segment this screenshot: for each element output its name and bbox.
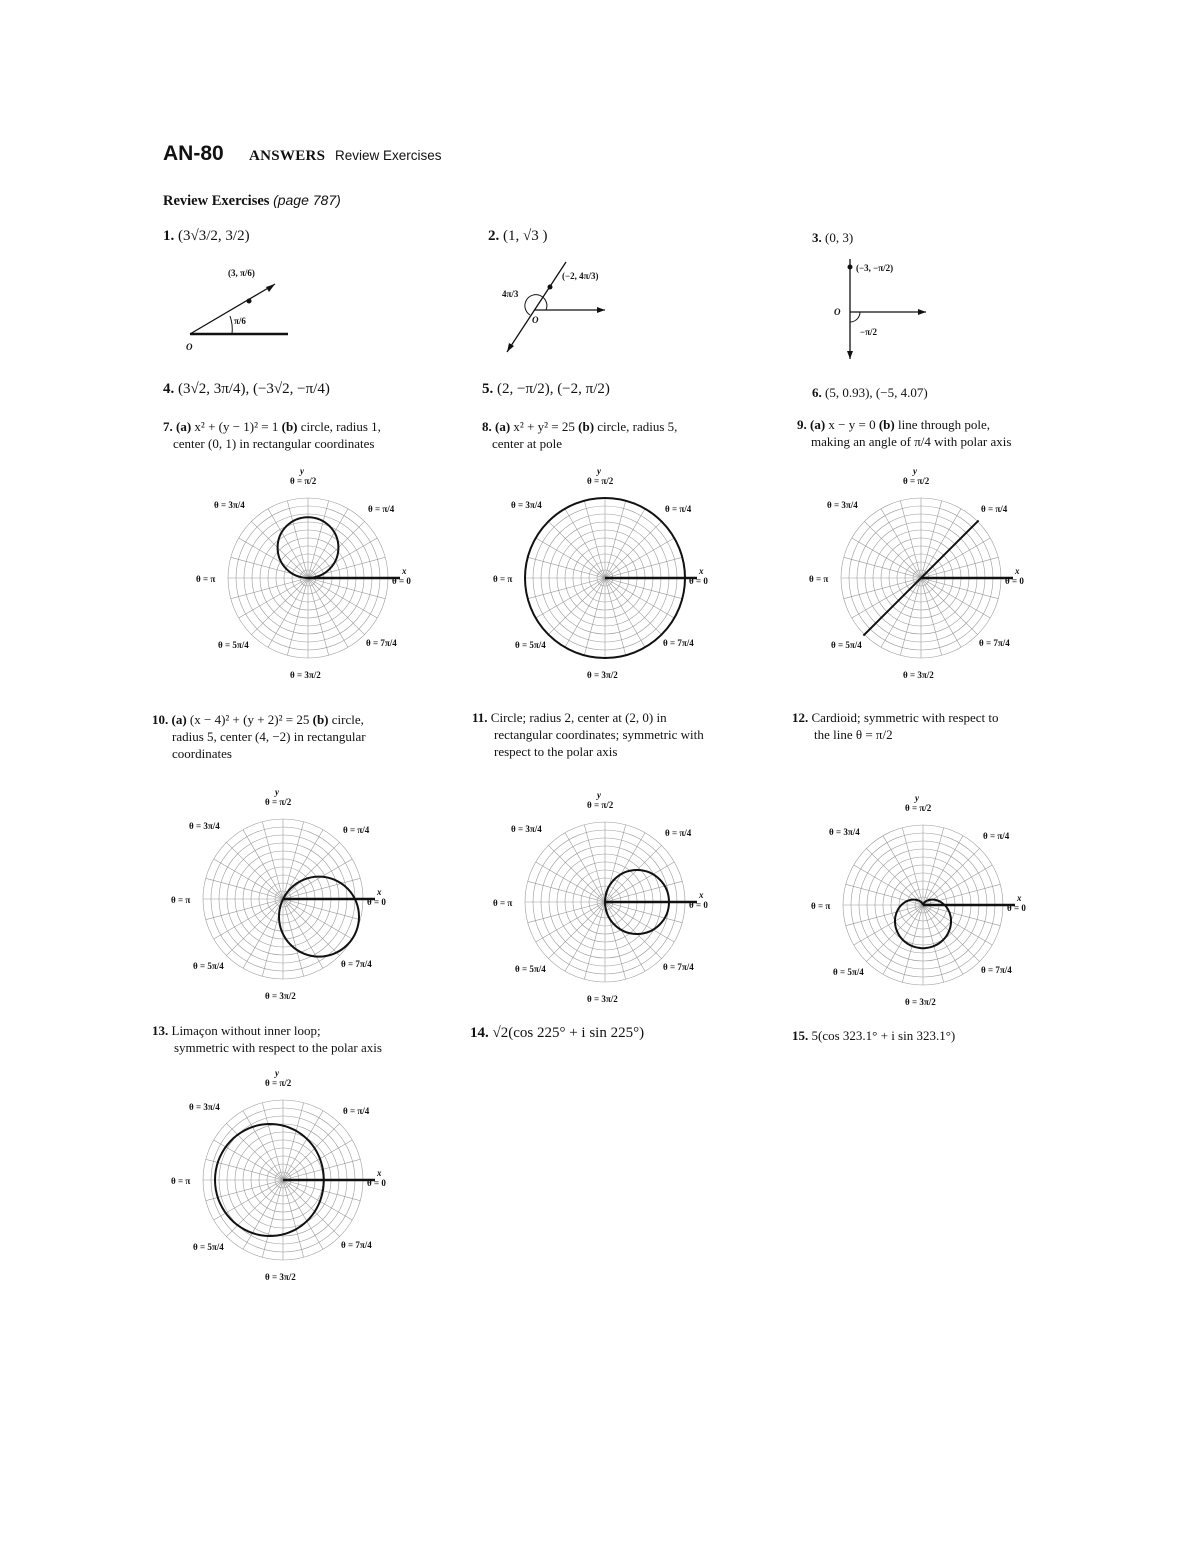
answer-text: 5(cos 323.1° + i sin 323.1°) [811,1028,956,1043]
fig3-origin-label: O [834,307,841,317]
header-title: ANSWERS [249,148,326,164]
grid-ray [287,578,308,655]
grid-ray [262,822,283,899]
angle-label-right: θ = 0 [392,576,411,586]
angle-label-down: θ = 3π/2 [587,670,618,680]
equation: x − y = 0 [828,417,876,432]
grid-ray [923,905,992,945]
angle-label-dr: θ = 7π/4 [341,959,372,969]
description-2: rectangular coordinates; symmetric with [494,727,704,742]
grid-ray [584,902,605,979]
grid-ray [308,578,377,618]
grid-ray [923,905,1000,926]
answer-1 [163,228,250,245]
angle-label-down: θ = 3π/2 [905,997,936,1007]
answer-number: 3. [812,230,822,245]
angle-label-down: θ = 3π/2 [265,991,296,1001]
fig2-origin-label: O [532,315,539,325]
angle-label-left: θ = π [811,901,831,911]
grid-ray [206,899,283,920]
figure-1 [180,262,300,372]
answer-10 [152,711,462,762]
grid-ray [605,902,674,942]
answer-2 [488,228,547,245]
angle-label-down: θ = 3π/2 [290,670,321,680]
angle-label-right: θ = 0 [1007,903,1026,913]
grid-ray [536,578,605,618]
figure-2 [500,257,620,357]
grid-ray [536,538,605,578]
y-axis-label: y [275,787,279,797]
grid-ray [565,902,605,971]
answer-number: 8. [482,419,492,434]
part-a-label: (a) [810,417,826,432]
grid-ray [565,509,605,578]
part-b-label: (b) [578,419,595,434]
description-2: making an angle of π/4 with polar axis [811,434,1012,449]
grid-ray [308,501,329,578]
grid-ray [243,1111,283,1180]
angle-label-right: θ = 0 [367,1178,386,1188]
angle-label-dl: θ = 5π/4 [193,1242,224,1252]
angle-label-ul: θ = 3π/4 [829,827,860,837]
angle-label-dr: θ = 7π/4 [663,962,694,972]
grid-ray [283,859,352,899]
grid-ray [206,878,283,899]
grid-ray [243,899,283,968]
answer-4 [163,381,330,398]
grid-ray [921,578,990,618]
grid-ray [881,509,921,578]
polar-graph-9 [809,462,1043,702]
grid-ray [605,578,626,655]
angle-label-right: θ = 0 [689,576,708,586]
angle-label-left: θ = π [171,1176,191,1186]
angle-label-left: θ = π [171,895,191,905]
part-b-label: (b) [878,417,895,432]
grid-ray [923,836,963,905]
description: circle, radius 5, [597,419,678,434]
grid-ray [605,902,645,971]
angle-label-up: θ = π/2 [290,476,317,486]
y-axis-label: y [913,466,917,476]
angle-label-dl: θ = 5π/4 [833,967,864,977]
grid-ray [283,1140,352,1180]
description: Limaçon without inner loop; [171,1023,321,1038]
angle-label-ur: θ = π/4 [665,504,692,514]
fig1-angle-label: π/6 [234,316,246,326]
description-2: the line θ = π/2 [814,727,893,742]
answer-13 [152,1022,472,1056]
x-axis-label: x [377,1168,382,1178]
angle-label-left: θ = π [809,574,829,584]
angle-label-dl: θ = 5π/4 [193,961,224,971]
polar-graph-7 [196,462,430,702]
fig2-point-label: (−2, 4π/3) [562,271,599,281]
grid-ray [214,1180,283,1220]
answer-14 [470,1025,644,1042]
grid-ray [536,902,605,942]
grid-ray [283,899,323,968]
angle-label-dl: θ = 5π/4 [515,640,546,650]
equation: x² + (y − 1)² = 1 [194,419,279,434]
grid-ray [283,899,352,939]
grid-ray [231,578,308,599]
grid-ray [243,1180,283,1249]
angle-label-dl: θ = 5π/4 [218,640,249,650]
angle-label-ur: θ = π/4 [983,831,1010,841]
angle-label-up: θ = π/2 [587,800,614,810]
grid-ray [846,905,923,926]
grid-ray [605,578,682,599]
fig1-point-label: (3, π/6) [228,268,255,278]
answer-12 [792,709,1072,743]
y-axis-label: y [275,1068,279,1078]
angle-label-ur: θ = π/4 [368,504,395,514]
fig2-angle-label: 4π/3 [502,289,519,299]
grid-ray [308,578,329,655]
part-a-label: (a) [171,712,187,727]
answer-number: 14. [470,1025,489,1041]
x-axis-label: x [699,890,704,900]
grid-ray [605,509,645,578]
description-2: symmetric with respect to the polar axis [174,1040,382,1055]
grid-ray [883,836,923,905]
answer-number: 11. [472,710,488,725]
grid-ray [283,1180,323,1249]
description: Cardioid; symmetric with respect to [811,710,999,725]
polar-graph-11 [493,782,727,1022]
grid-ray [921,578,998,599]
section-page-ref: (page 787) [273,192,341,208]
grid-ray [605,538,674,578]
grid-ray [605,557,682,578]
answer-text: √2(cos 225° + i sin 225°) [492,1025,645,1041]
angle-label-down: θ = 3π/2 [903,670,934,680]
answer-number: 1. [163,228,175,244]
angle-label-dr: θ = 7π/4 [366,638,397,648]
grid-ray [287,501,308,578]
part-b-label: (b) [281,419,298,434]
answer-number: 10. [152,712,169,727]
answer-number: 7. [163,419,173,434]
x-axis-label: x [1015,566,1020,576]
grid-ray [605,578,645,647]
angle-label-right: θ = 0 [689,900,708,910]
grid-ray [239,578,308,618]
description: line through pole, [897,417,991,432]
grid-ray [308,509,348,578]
grid-ray [921,578,961,647]
x-axis-label: x [699,566,704,576]
grid-ray [528,557,605,578]
angle-label-left: θ = π [196,574,216,584]
angle-label-ul: θ = 3π/4 [827,500,858,510]
grid-ray [262,1180,283,1257]
grid-ray [854,905,923,945]
angle-label-up: θ = π/2 [587,476,614,486]
angle-label-ur: θ = π/4 [981,504,1008,514]
grid-ray [308,538,377,578]
angle-label-up: θ = π/2 [905,803,932,813]
x-axis-label: x [402,566,407,576]
answer-8 [482,418,782,452]
grid-ray [921,578,942,655]
description: Circle; radius 2, center at (2, 0) in [490,710,667,725]
grid-ray [283,1180,352,1220]
angle-label-dr: θ = 7π/4 [663,638,694,648]
grid-ray [214,859,283,899]
section-title: Review Exercises [163,193,270,209]
grid-ray [214,899,283,939]
fig1-origin-label: O [186,342,193,352]
answer-11 [472,709,772,760]
grid-ray [584,578,605,655]
grid-ray [528,578,605,599]
angle-label-dr: θ = 7π/4 [979,638,1010,648]
angle-label-dl: θ = 5π/4 [515,964,546,974]
answer-text: (2, −π/2), (−2, π/2) [497,381,610,397]
polar-graph-13 [171,1062,405,1302]
grid-ray [902,828,923,905]
description-2: center (0, 1) in rectangular coordinates [173,436,375,451]
angle-label-dl: θ = 5π/4 [831,640,862,650]
answer-number: 5. [482,381,494,397]
answer-number: 4. [163,381,175,397]
fig3-angle-label: −π/2 [860,327,878,337]
angle-label-dr: θ = 7π/4 [341,1240,372,1250]
grid-ray [584,501,605,578]
grid-ray [565,833,605,902]
angle-label-up: θ = π/2 [265,797,292,807]
equation: (x − 4)² + (y + 2)² = 25 [189,712,310,727]
grid-ray [283,1103,304,1180]
page-number: AN-80 [163,142,224,165]
angle-label-down: θ = 3π/2 [265,1272,296,1282]
grid-ray [844,557,921,578]
answer-number: 12. [792,710,809,725]
angle-label-dr: θ = 7π/4 [981,965,1012,975]
answer-text: (5, 0.93), (−5, 4.07) [825,385,928,400]
part-a-label: (a) [495,419,511,434]
x-axis-label: x [377,887,382,897]
answer-number: 2. [488,228,500,244]
grid-ray [268,509,308,578]
angle-label-right: θ = 0 [1005,576,1024,586]
answer-number: 15. [792,1028,809,1043]
part-b-label: (b) [312,712,329,727]
grid-ray [283,899,360,920]
answer-text: (3√2, 3π/4), (−3√2, −π/4) [178,381,330,397]
answer-text: (3√3/2, 3/2) [178,228,250,244]
grid-ray [605,902,682,923]
answer-3 [812,229,853,246]
grid-ray [923,884,1000,905]
angle-label-ul: θ = 3π/4 [214,500,245,510]
angle-label-left: θ = π [493,898,513,908]
grid-ray [268,578,308,647]
answer-text: (0, 3) [825,230,854,245]
angle-label-ur: θ = π/4 [343,825,370,835]
grid-ray [283,822,304,899]
y-axis-label: y [597,790,601,800]
grid-ray [283,830,323,899]
angle-label-ul: θ = 3π/4 [511,824,542,834]
answer-9 [797,416,1067,450]
angle-label-up: θ = π/2 [265,1078,292,1088]
grid-ray [283,1111,323,1180]
grid-ray [902,905,923,982]
figure-3 [830,255,940,365]
answer-5 [482,381,610,398]
grid-ray [308,578,385,599]
description-3: coordinates [172,746,232,761]
polar-graph-10 [171,778,405,1018]
answer-number: 6. [812,385,822,400]
angle-label-ur: θ = π/4 [665,828,692,838]
answer-7 [163,418,473,452]
angle-label-ul: θ = 3π/4 [189,1102,220,1112]
description: circle, [331,712,364,727]
y-axis-label: y [300,466,304,476]
grid-ray [605,881,682,902]
grid-ray [923,905,944,982]
description-3: respect to the polar axis [494,744,618,759]
grid-ray [262,1103,283,1180]
grid-ray [605,862,674,902]
answer-15 [792,1027,955,1044]
angle-label-right: θ = 0 [367,897,386,907]
description: circle, radius 1, [300,419,381,434]
polar-graph-12 [811,780,1045,1020]
grid-ray [846,884,923,905]
grid-ray [214,1140,283,1180]
equation: x² + y² = 25 [513,419,575,434]
description-2: center at pole [492,436,563,451]
header-subtitle: Review Exercises [335,148,442,163]
grid-ray [283,1180,304,1257]
grid-ray [536,862,605,902]
y-axis-label: y [915,793,919,803]
grid-ray [528,881,605,902]
y-axis-label: y [597,466,601,476]
polar-graph-8 [493,462,727,702]
angle-label-up: θ = π/2 [903,476,930,486]
grid-ray [243,830,283,899]
angle-label-down: θ = 3π/2 [587,994,618,1004]
part-a-label: (a) [176,419,192,434]
grid-ray [900,501,921,578]
angle-label-left: θ = π [493,574,513,584]
angle-label-ul: θ = 3π/4 [189,821,220,831]
grid-ray [584,825,605,902]
grid-ray [605,501,626,578]
section-heading [163,192,341,210]
answer-number: 13. [152,1023,169,1038]
grid-ray [605,833,645,902]
answer-number: 9. [797,417,807,432]
grid-ray [923,828,944,905]
grid-ray [528,902,605,923]
answer-text: (1, √3 ) [503,228,548,244]
angle-label-ur: θ = π/4 [343,1106,370,1116]
answer-6 [812,384,928,401]
fig3-point-label: (−3, −π/2) [856,263,894,273]
grid-ray [852,538,921,578]
description-2: radius 5, center (4, −2) in rectangular [172,729,366,744]
grid-ray [565,578,605,647]
x-axis-label: x [1017,893,1022,903]
angle-label-ul: θ = 3π/4 [511,500,542,510]
grid-ray [308,578,348,647]
grid-ray [605,578,674,618]
grid-ray [239,538,308,578]
